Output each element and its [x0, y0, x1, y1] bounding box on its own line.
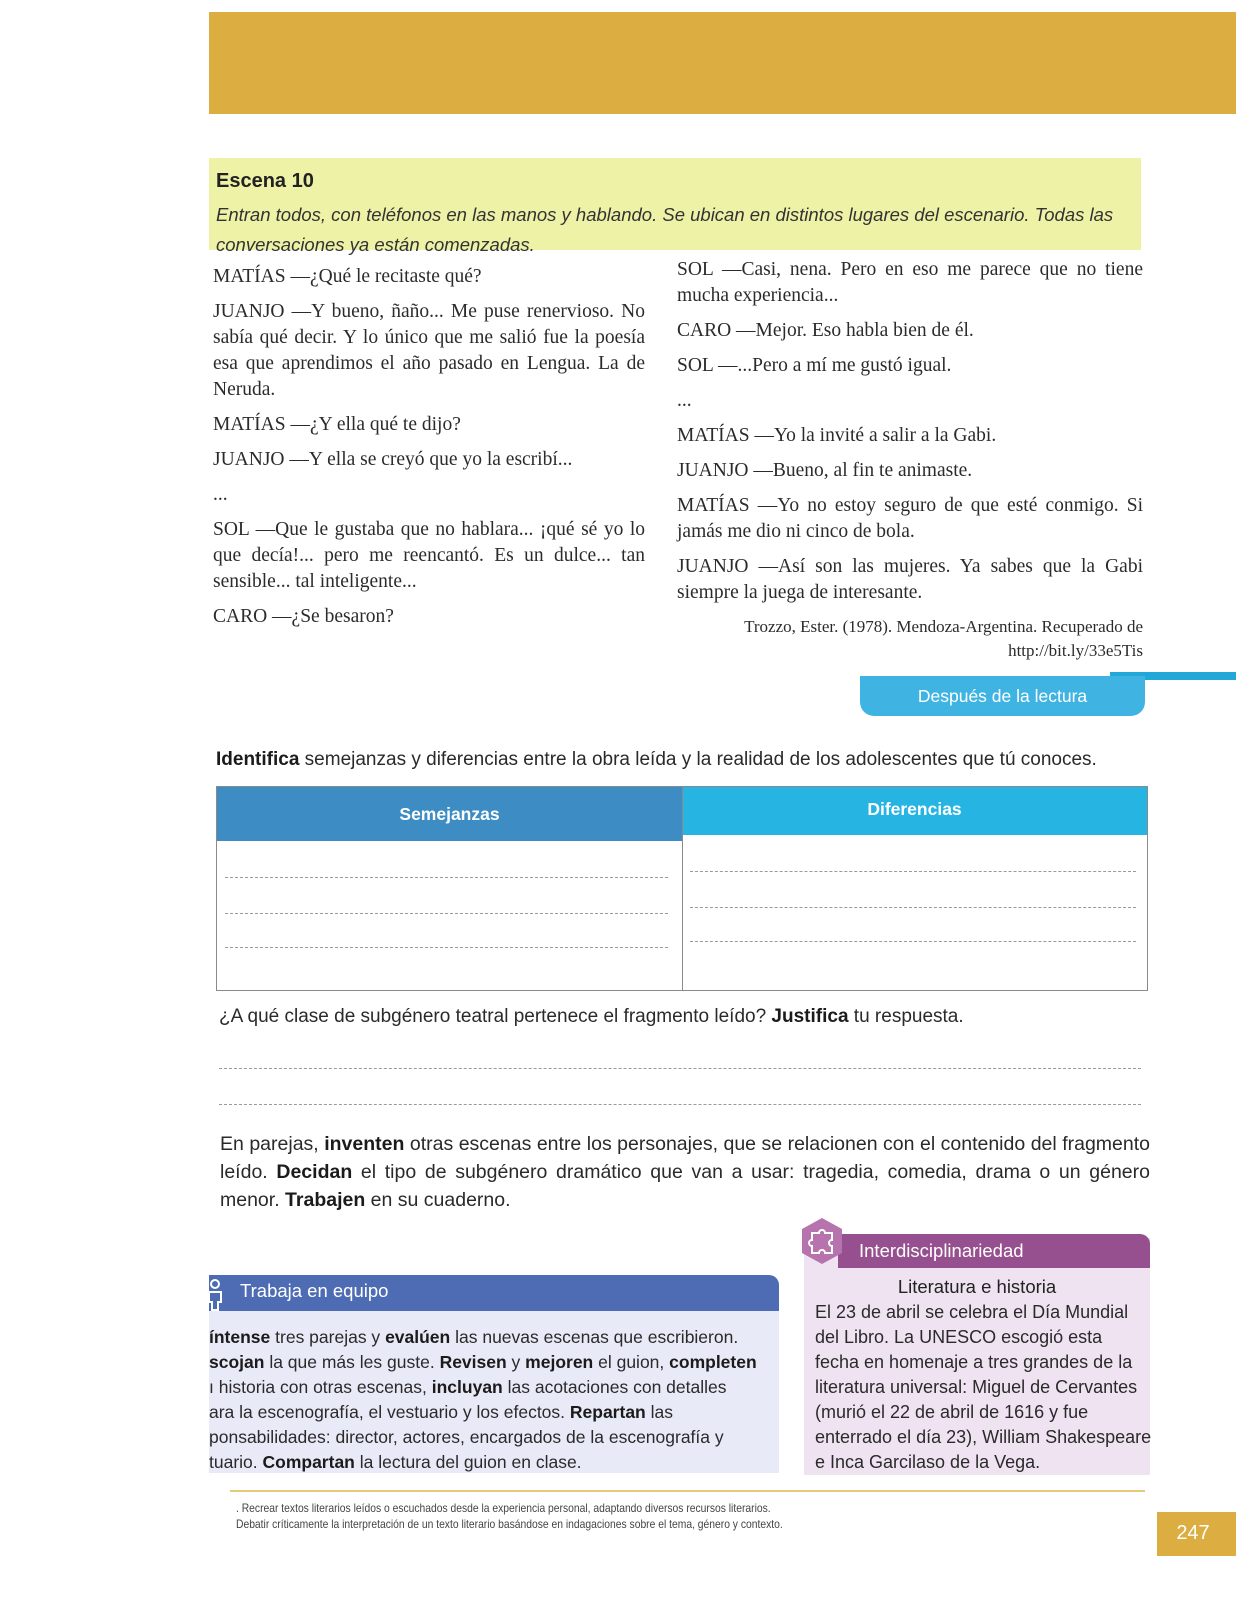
footer-line: Debatir críticamente la interpretación de un texto literario basándose en indagaciones sobre el tema, género y contexto.	[236, 1517, 783, 1531]
dialogue-ellipsis: ...	[213, 484, 228, 505]
dialogue-line: SOL —Casi, nena. Pero en eso me parece que no tiene mucha experiencia...	[677, 259, 1143, 306]
dialogue-line: MATÍAS —Yo no estoy seguro de que esté conmigo. Si jamás me dio ni cinco de bola.	[677, 495, 1143, 542]
table-column-divider	[682, 787, 683, 990]
dialogue-line: CARO —Mejor. Eso habla bien de él.	[677, 320, 974, 341]
dialogue-line: JUANJO —Y bueno, ñaño... Me puse renervioso. No sabía qué decir. Y lo único que me salió fue la poesía esa que aprendimos el año pasado en Lengua. La de Neruda.	[213, 301, 645, 400]
answer-line[interactable]	[219, 1068, 1141, 1069]
question-text: el tipo de subgénero dramático que van a usar: tragedia, comedia, drama o un género menor.	[220, 1161, 1150, 1211]
question-invent-scenes	[220, 1130, 1150, 1214]
question-subgenre	[219, 1006, 1149, 1028]
scene-title: Escena 10	[216, 170, 314, 192]
dialogue-line: CARO —¿Se besaron?	[213, 606, 394, 627]
answer-line[interactable]	[690, 907, 1136, 908]
question-text: ¿A qué clase de subgénero teatral pertenece el fragmento leído?	[219, 1006, 772, 1027]
dialogue-line: MATÍAS —¿Qué le recitaste qué?	[213, 266, 482, 287]
question-verb: Trabajen	[285, 1189, 366, 1211]
footer-line: . Recrear textos literarios leídos o escuchados desde la experiencia personal, adaptando diversos recursos literarios.	[236, 1501, 771, 1515]
teamwork-line: scojan la que más les guste. Revisen y mejoren el guion, completen	[209, 1352, 757, 1372]
interdisciplinary-line: (murió el 22 de abril de 1616 y fue	[815, 1402, 1089, 1422]
interdisciplinary-title: Interdisciplinariedad	[859, 1240, 1024, 1261]
answer-line[interactable]	[225, 913, 668, 914]
top-color-band	[209, 12, 1236, 114]
answer-line[interactable]	[690, 941, 1136, 942]
question-text: en su cuaderno.	[365, 1189, 511, 1211]
dialogue-line: MATÍAS —¿Y ella qué te dijo?	[213, 414, 461, 435]
teamwork-line: íntense tres parejas y evalúen las nuevas escenas que escribieron.	[209, 1327, 739, 1347]
question-verb: inventen	[324, 1133, 405, 1155]
footer-rule	[230, 1490, 1145, 1492]
footer-objectives	[236, 1500, 783, 1532]
interdisciplinary-line: literatura universal: Miguel de Cervantes	[815, 1377, 1138, 1397]
dialogue-ellipsis: ...	[677, 390, 692, 411]
dialogue-line: JUANJO —Así son las mujeres. Ya sabes que la Gabi siempre la juega de interesante.	[677, 556, 1143, 603]
answer-line[interactable]	[225, 877, 668, 878]
teamwork-title: Trabaja en equipo	[240, 1280, 389, 1301]
dialogue-line: JUANJO —Bueno, al fin te animaste.	[677, 460, 973, 481]
interdisciplinary-line: enterrado el día 23), William Shakespeare	[815, 1427, 1152, 1447]
source-citation	[677, 615, 1143, 663]
question-verb: Decidan	[276, 1161, 353, 1183]
answer-line[interactable]	[225, 947, 668, 948]
teamwork-line: ponsabilidades: director, actores, encargados de la escenografía y	[209, 1427, 724, 1447]
interdisciplinary-line: del Libro. La UNESCO escogió esta	[815, 1327, 1103, 1347]
puzzle-icon	[797, 1216, 847, 1266]
table-header-similarities: Semejanzas	[217, 787, 682, 841]
citation-line: Trozzo, Ester. (1978). Mendoza-Argentina. Recuperado de	[744, 617, 1143, 636]
question-identify	[216, 749, 1146, 771]
interdisciplinary-subtitle: Literatura e historia	[897, 1276, 1057, 1297]
dialogue-right-column	[677, 257, 1143, 663]
question-text: semejanzas y diferencias entre la obra leída y la realidad de los adolescentes que tú conoces.	[299, 749, 1097, 770]
citation-url: http://bit.ly/33e5Tis	[1008, 641, 1143, 660]
question-text: En parejas,	[220, 1133, 325, 1155]
scene-stage-direction: Entran todos, con teléfonos en las manos y hablando. Se ubican en distintos lugares del escenario. Todas las conversaciones ya están comenzadas.	[216, 204, 1114, 255]
question-verb: Justifica	[771, 1006, 849, 1027]
comparison-table	[216, 786, 1148, 991]
interdisciplinary-line: El 23 de abril se celebra el Día Mundial	[815, 1302, 1129, 1322]
teamwork-text	[209, 1325, 773, 1475]
question-text: tu respuesta.	[848, 1006, 964, 1027]
page-number: 247	[1176, 1522, 1210, 1544]
teamwork-line: ı historia con otras escenas, incluyan las acotaciones con detalles	[209, 1377, 727, 1397]
person-icon	[204, 1278, 226, 1312]
question-text: otras escenas entre los personajes, que se relacionen con el contenido del fragmento leído.	[220, 1133, 1150, 1183]
teamwork-line: ara la escenografía, el vestuario y los efectos. Repartan las	[209, 1402, 673, 1422]
table-header-differences: Diferencias	[682, 787, 1147, 835]
answer-line[interactable]	[219, 1104, 1141, 1105]
dialogue-line: SOL —Que le gustaba que no hablara... ¡qué sé yo lo que decía!... pero me reencantó. Es un dulce... tan sensible... tal inteligente...	[213, 519, 645, 592]
dialogue-line: JUANJO —Y ella se creyó que yo la escribí...	[213, 449, 573, 470]
interdisciplinary-line: fecha en homenaje a tres grandes de la	[815, 1352, 1133, 1372]
answer-line[interactable]	[690, 871, 1136, 872]
interdisciplinary-line: e Inca Garcilaso de la Vega.	[815, 1452, 1041, 1472]
interdisciplinary-text	[815, 1300, 1150, 1475]
teamwork-line: tuario. Compartan la lectura del guion en clase.	[209, 1452, 582, 1472]
dialogue-line: MATÍAS —Yo la invité a salir a la Gabi.	[677, 425, 997, 446]
dialogue-left-column	[213, 264, 645, 639]
dialogue-line: SOL —...Pero a mí me gustó igual.	[677, 355, 952, 376]
question-verb: Identifica	[216, 749, 300, 770]
after-reading-tab: Después de la lectura	[860, 676, 1145, 716]
